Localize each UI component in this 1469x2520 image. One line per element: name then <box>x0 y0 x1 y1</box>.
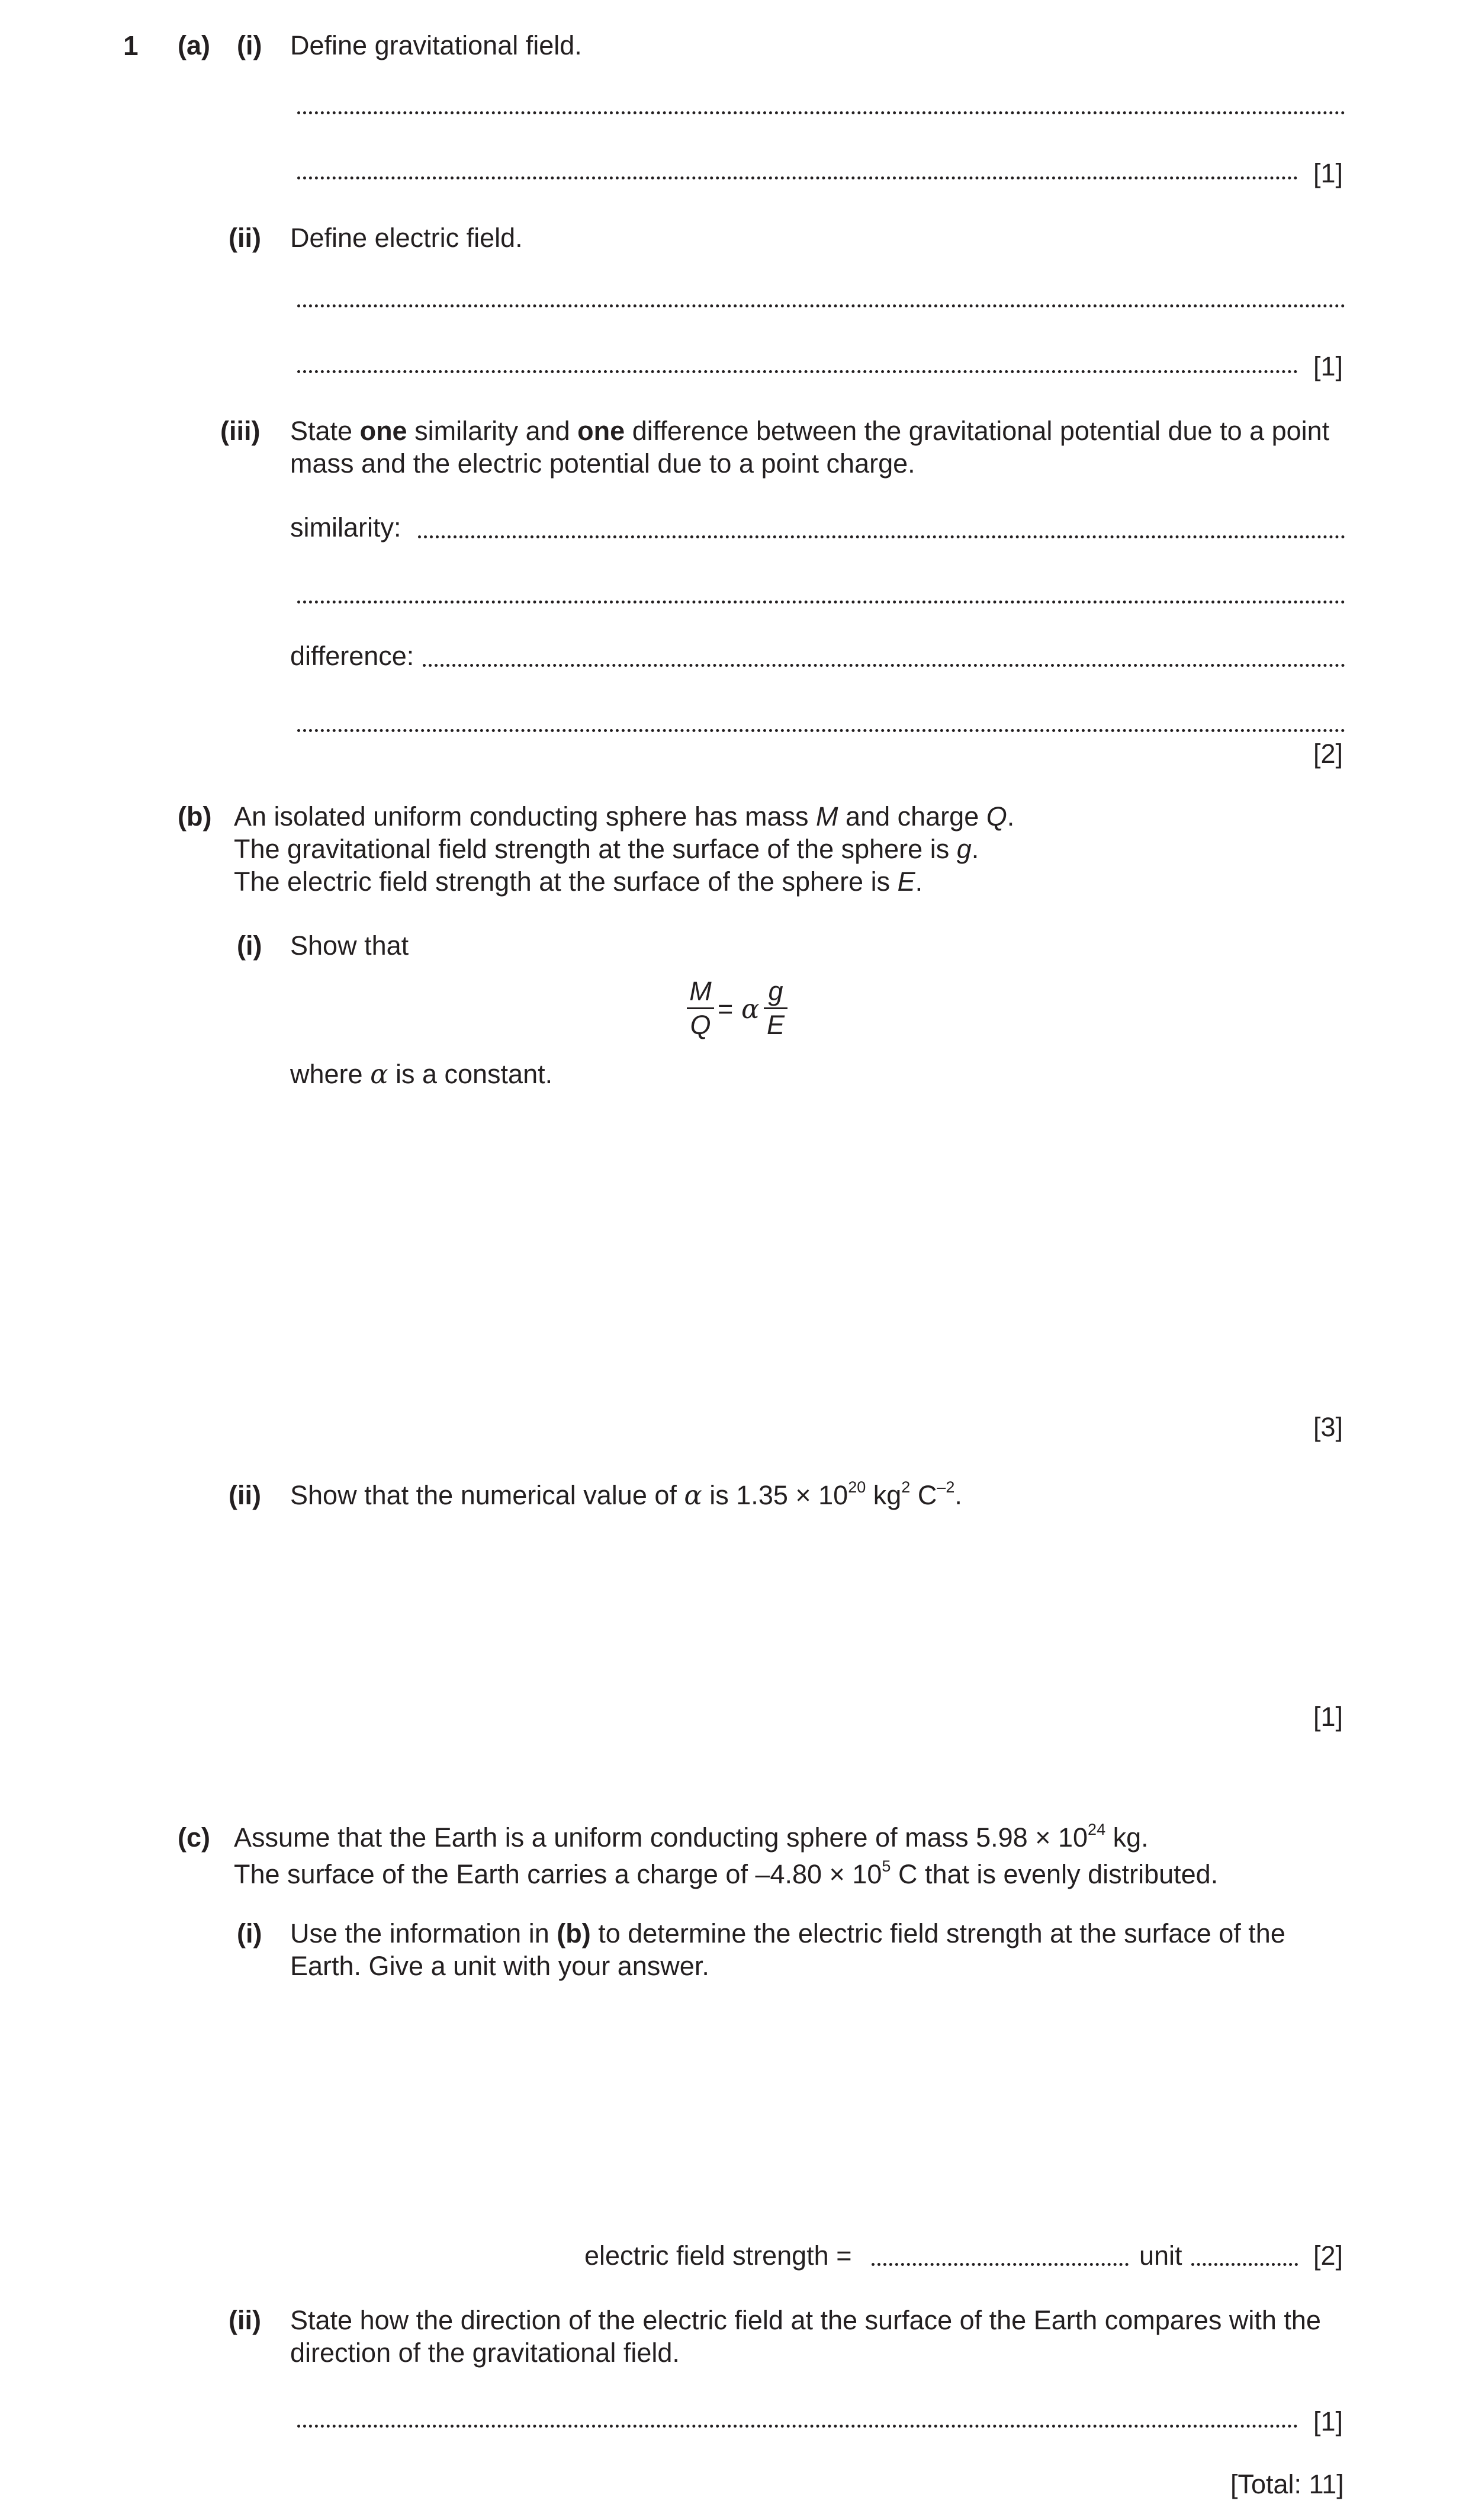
part-b-ii-question <box>290 1478 962 1511</box>
variable-g: g <box>956 834 972 864</box>
text-segment: to determine the electric field strength at the surface of the <box>590 1918 1285 1948</box>
text-segment: C that is evenly distributed. <box>891 1859 1219 1889</box>
mark-b-i: [3] <box>1313 1412 1343 1442</box>
text-segment: and charge <box>838 801 986 832</box>
part-b-i-label: (i) <box>237 930 262 961</box>
part-c-ii-label: (ii) <box>229 2305 261 2335</box>
text-segment: mass and the electric potential due to a point charge. <box>290 448 915 479</box>
fraction-g-e <box>764 977 787 1039</box>
mark-a-iii: [2] <box>1313 739 1343 769</box>
reference-b: (b) <box>557 1918 591 1948</box>
text-segment: C <box>910 1480 937 1510</box>
part-a-i-label: (i) <box>237 30 262 60</box>
fraction-bar <box>687 1007 714 1009</box>
text-segment: Earth. Give a unit with your answer. <box>290 1951 709 1981</box>
answer-line-c-ii[interactable] <box>297 2425 1298 2428</box>
part-a-ii-question: Define electric field. <box>290 223 523 253</box>
text-segment: . <box>1007 801 1015 832</box>
part-c-i-question <box>290 1917 1285 1982</box>
mark-a-i: [1] <box>1313 158 1343 188</box>
answer-line-a-ii-2[interactable] <box>297 370 1298 373</box>
variable-Q: Q <box>986 801 1007 832</box>
fraction-m-q <box>687 977 714 1039</box>
part-c-i-label: (i) <box>237 1918 262 1948</box>
part-a-iii-question <box>290 415 1329 480</box>
equals-sign: = <box>718 994 734 1024</box>
variable-M: M <box>816 801 838 832</box>
exponent: 2 <box>901 1478 911 1496</box>
numerator-M: M <box>689 976 712 1006</box>
part-c-label: (c) <box>178 1822 210 1853</box>
part-a-label: (a) <box>178 30 210 60</box>
text-segment: Assume that the Earth is a uniform conducting sphere of mass 5.98 × 10 <box>234 1822 1088 1853</box>
exponent: 5 <box>882 1857 891 1875</box>
text-segment: . <box>954 1480 962 1510</box>
emphasis-one: one <box>577 416 625 446</box>
unit-label: unit <box>1139 2240 1182 2271</box>
mark-c-ii: [1] <box>1313 2406 1343 2436</box>
text-segment: kg. <box>1105 1822 1149 1853</box>
text-segment: State <box>290 416 360 446</box>
text-segment: where <box>290 1059 371 1089</box>
alpha-symbol: α <box>741 993 760 1025</box>
text-segment: direction of the gravitational field. <box>290 2338 680 2368</box>
text-segment: is a constant. <box>388 1059 553 1089</box>
answer-line-a-i-1[interactable] <box>297 111 1345 114</box>
exponent: 20 <box>848 1478 866 1496</box>
total-marks: [Total: 11] <box>1230 2469 1344 2499</box>
mark-a-ii: [1] <box>1313 351 1343 381</box>
exponent: 24 <box>1088 1820 1106 1838</box>
similarity-label: similarity: <box>290 512 401 542</box>
text-segment: is 1.35 × 10 <box>702 1480 848 1510</box>
where-alpha-constant <box>290 1058 553 1090</box>
exponent: –2 <box>937 1478 955 1496</box>
text-segment: State how the direction of the electric field at the surface of the Earth compares with the <box>290 2305 1321 2335</box>
part-a-ii-label: (ii) <box>229 223 261 253</box>
text-segment: The surface of the Earth carries a charge of –4.80 × 10 <box>234 1859 882 1889</box>
mark-c-i: [2] <box>1313 2240 1343 2271</box>
part-c-stem <box>234 1821 1218 1895</box>
part-c-ii-question <box>290 2304 1321 2369</box>
difference-label: difference: <box>290 641 414 671</box>
text-segment: The electric field strength at the surface of the sphere is <box>234 866 898 897</box>
electric-field-strength-label: electric field strength = <box>584 2240 852 2271</box>
part-a-iii-label: (iii) <box>220 416 261 446</box>
text-segment: difference between the gravitational potential due to a point <box>625 416 1330 446</box>
text-segment: Show that the numerical value of <box>290 1480 684 1510</box>
answer-line-a-i-2[interactable] <box>297 176 1298 179</box>
part-a-i-question: Define gravitational field. <box>290 30 582 60</box>
fraction-bar <box>764 1007 787 1009</box>
denominator-E: E <box>766 1010 785 1040</box>
denominator-Q: Q <box>690 1010 711 1040</box>
alpha-symbol: α <box>684 1479 702 1511</box>
numerator-g: g <box>768 976 783 1006</box>
text-segment: similarity and <box>407 416 578 446</box>
variable-E: E <box>897 866 915 897</box>
similarity-answer-line-1[interactable] <box>418 535 1345 538</box>
similarity-answer-line-2[interactable] <box>297 601 1345 603</box>
emphasis-one: one <box>359 416 407 446</box>
question-number: 1 <box>123 30 139 61</box>
text-segment: . <box>971 834 979 864</box>
text-segment: Use the information in <box>290 1918 557 1948</box>
electric-field-strength-answer[interactable] <box>872 2263 1129 2266</box>
difference-answer-line-2[interactable] <box>297 729 1345 732</box>
unit-answer[interactable] <box>1191 2263 1298 2266</box>
part-b-label: (b) <box>178 801 212 832</box>
alpha-symbol: α <box>370 1058 388 1090</box>
answer-line-a-ii-1[interactable] <box>297 304 1345 307</box>
text-segment: . <box>915 866 923 897</box>
part-b-ii-label: (ii) <box>229 1480 261 1510</box>
text-segment: The gravitational field strength at the surface of the sphere is <box>234 834 957 864</box>
part-b-i-question: Show that <box>290 930 409 961</box>
part-b-stem <box>234 800 1014 898</box>
text-segment: kg <box>866 1480 902 1510</box>
text-segment: An isolated uniform conducting sphere has mass <box>234 801 817 832</box>
difference-answer-line-1[interactable] <box>423 664 1345 667</box>
mark-b-ii: [1] <box>1313 1702 1343 1732</box>
